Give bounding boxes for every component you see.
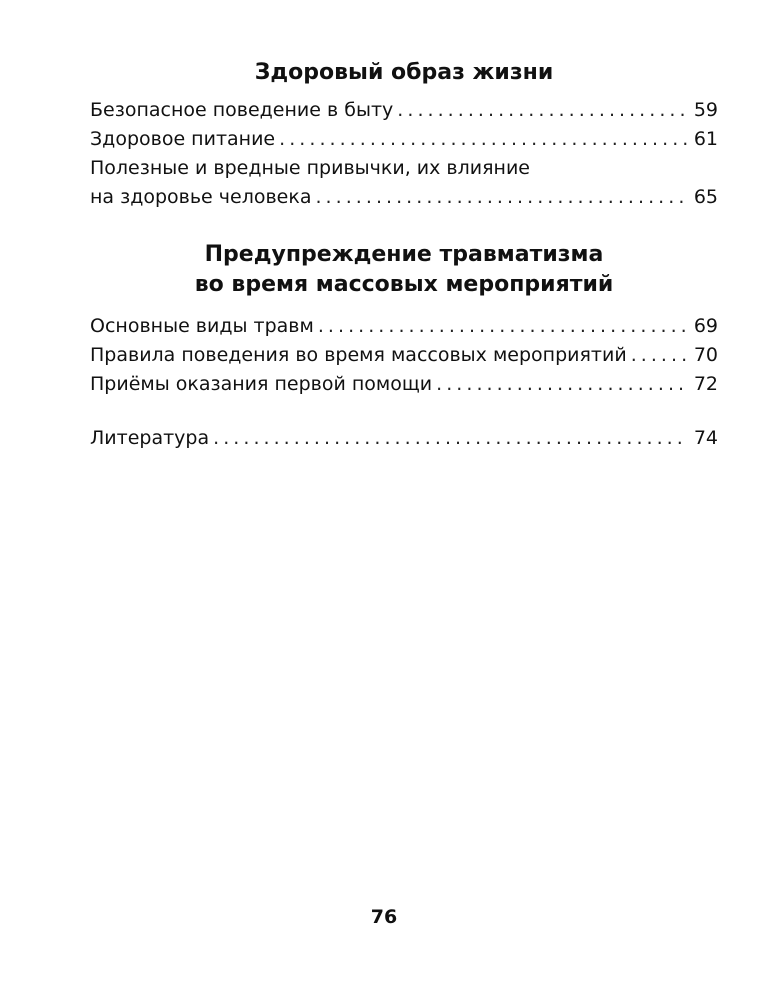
toc-entry-page: 59 [693,99,718,121]
toc-entry-list [90,96,718,212]
toc-section-healthy-lifestyle [90,58,718,212]
dot-leader [318,312,688,341]
section-title-line: Предупреждение травматизма [204,242,604,267]
toc-entry-page: 74 [693,427,718,449]
section-title-line: Здоровый образ жизни [254,60,554,85]
toc-entry-title-line: на здоровье человека [90,186,312,208]
toc-entry-page: 69 [693,315,718,337]
toc-section-literature [90,424,718,453]
toc-entry-page: 72 [693,373,718,395]
dot-leader [397,96,688,125]
dot-leader [315,183,687,212]
toc-entry[interactable] [90,96,718,125]
toc-entry[interactable] [90,312,718,341]
toc-entry-list [90,424,718,453]
toc-entry-page: 65 [693,186,718,208]
toc-entry[interactable] [90,370,718,399]
toc-entry-title: Литература [90,427,210,449]
toc-entry-page: 70 [693,344,718,366]
toc-entry-page: 61 [693,128,718,150]
dot-leader [279,125,688,154]
section-title-line: во время массовых мероприятий [194,272,614,297]
toc-section-injury-prevention [90,240,718,399]
dot-leader [631,341,688,370]
toc-entry-list [90,312,718,399]
toc-entry[interactable] [90,341,718,370]
toc-entry[interactable] [90,154,718,212]
toc-entry-title: Безопасное поведение в быту [90,99,394,121]
section-title [90,240,718,300]
toc-entry-title-line: Полезные и вредные привычки, их влияние [90,157,530,179]
toc-entry-title: Основные виды травм [90,315,314,337]
toc-entry[interactable] [90,424,718,453]
page-number: 76 [370,906,398,928]
dot-leader [213,424,688,453]
toc-entry-title: Приёмы оказания первой помощи [90,373,433,395]
toc-entry-title: Здоровое питание [90,128,276,150]
section-title [90,58,718,88]
toc-entry[interactable] [90,125,718,154]
toc-entry-title: Правила поведения во время массовых мероприятий [90,344,627,366]
dot-leader [436,370,688,399]
